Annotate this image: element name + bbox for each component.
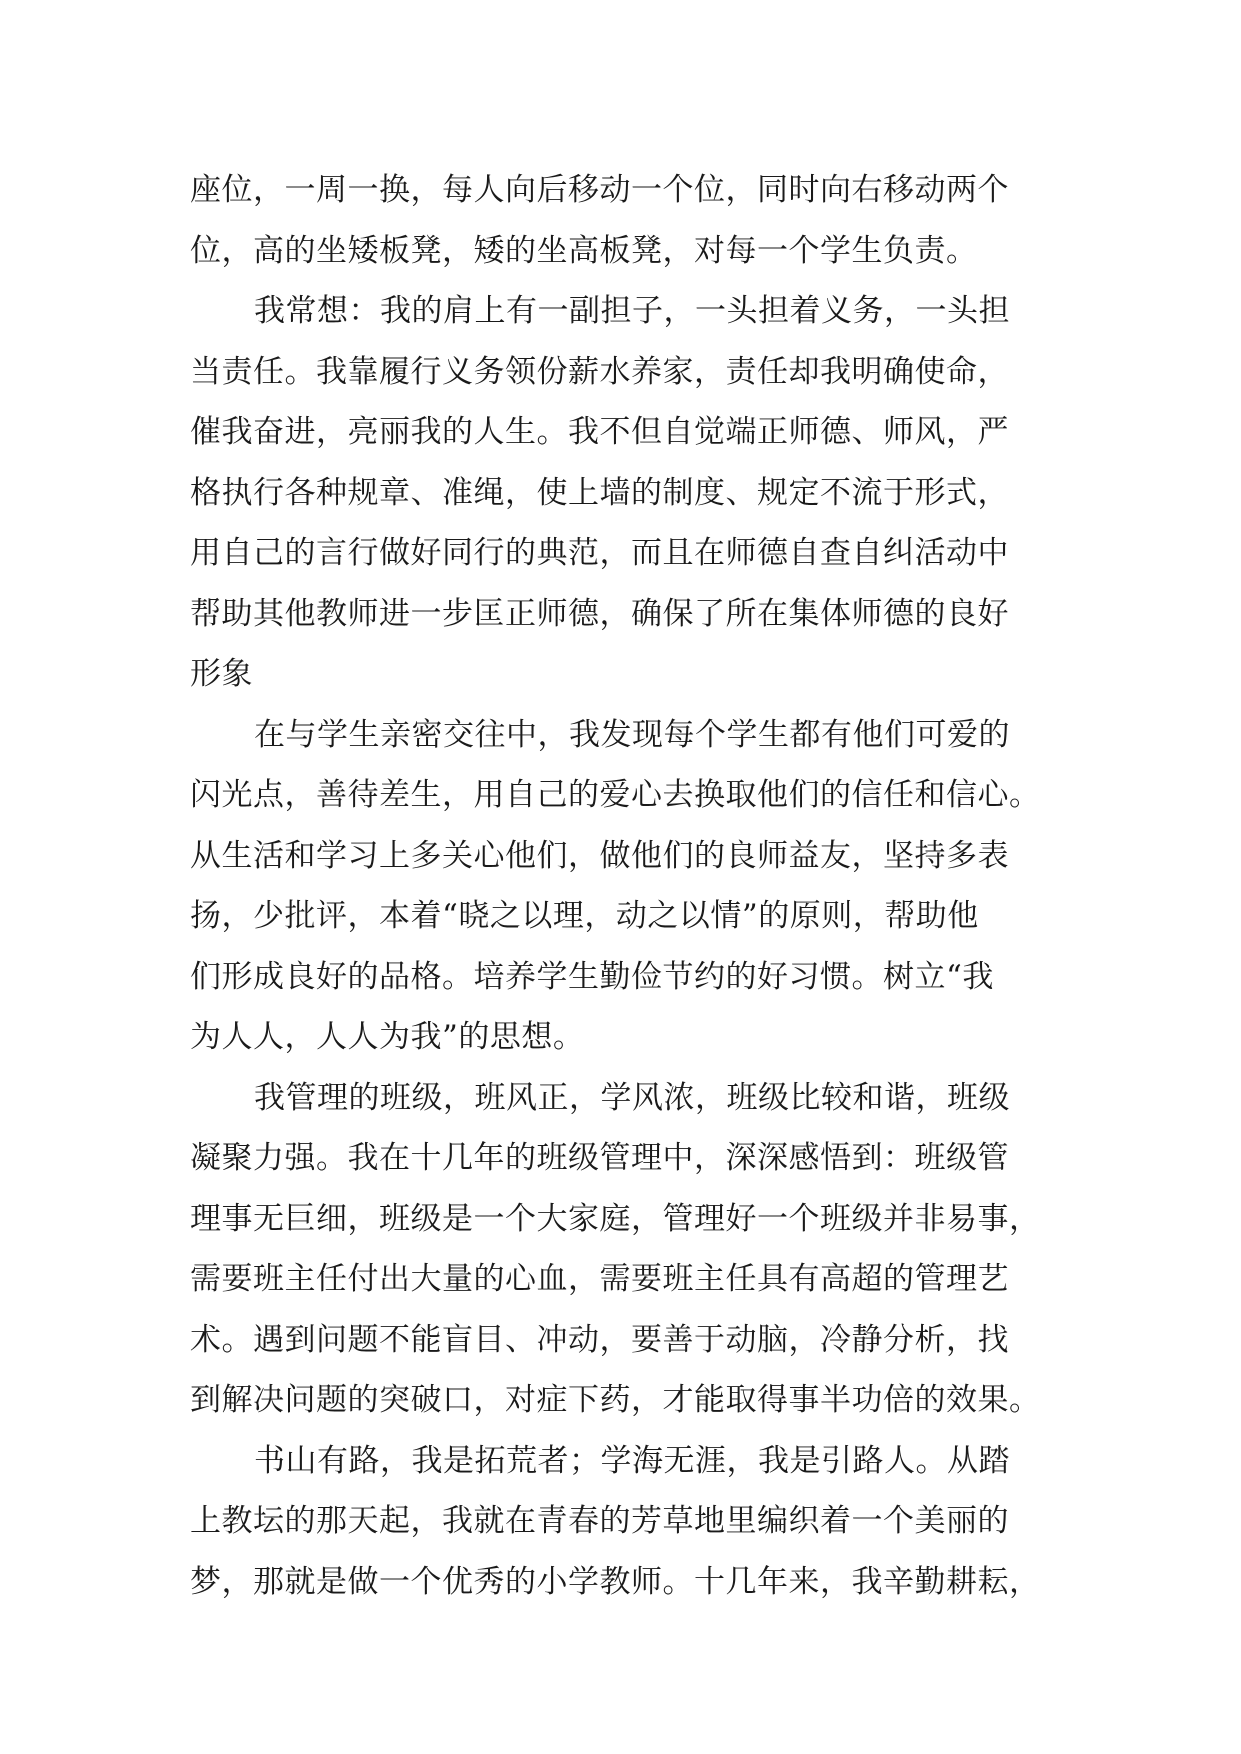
- text-line: 到解决问题的突破口，对症下药，才能取得事半功倍的效果。: [190, 1382, 1041, 1418]
- text-line: 我常想：我的肩上有一副担子，一头担着义务，一头担: [254, 293, 1010, 329]
- document-page: [190, 160, 1056, 1612]
- paragraph-seating: [190, 160, 1056, 281]
- text-line: 座位，一周一换，每人向后移动一个位，同时向右移动两个: [190, 172, 1009, 208]
- text-line: 上教坛的那天起，我就在青春的芳草地里编织着一个美丽的: [190, 1503, 1009, 1539]
- text-line: 当责任。我靠履行义务领份薪水养家，责任却我明确使命，: [190, 353, 1009, 390]
- text-line: 理事无巨细，班级是一个大家庭，管理好一个班级并非易事，: [190, 1200, 1041, 1237]
- paragraph-teaching-path: [190, 1431, 1056, 1613]
- text-line: 梦，那就是做一个优秀的小学教师。十几年来，我辛勤耕耘，: [190, 1563, 1041, 1600]
- text-line: 闪光点，善待差生，用自己的爱心去换取他们的信任和信心。: [190, 777, 1041, 813]
- text-line: 们形成良好的品格。培养学生勤俭节约的好习惯。树立“我: [190, 958, 994, 995]
- text-line: 在与学生亲密交往中，我发现每个学生都有他们可爱的: [254, 716, 1010, 753]
- text-line: 书山有路，我是拓荒者；学海无涯，我是引路人。从踏: [254, 1442, 1010, 1479]
- text-line: 我管理的班级，班风正，学风浓，班级比较和谐，班级: [254, 1079, 1010, 1116]
- text-line: 帮助其他教师进一步匡正师德，确保了所在集体师德的良好: [190, 595, 1009, 632]
- text-line: 扬，少批评，本着“晓之以理，动之以情”的原则，帮助他: [190, 898, 979, 934]
- text-line: 用自己的言行做好同行的典范，而且在师德自查自纠活动中: [190, 535, 1009, 571]
- text-line: 催我奋进，亮丽我的人生。我不但自觉端正师德、师风，严: [190, 414, 1009, 450]
- paragraph-students: [190, 705, 1056, 1068]
- text-line: 从生活和学习上多关心他们，做他们的良师益友，坚持多表: [190, 837, 1009, 874]
- paragraph-class-management: [190, 1068, 1056, 1431]
- text-line: 为人人，人人为我”的思想。: [190, 1019, 585, 1055]
- text-line: 凝聚力强。我在十几年的班级管理中，深深感悟到：班级管: [190, 1140, 1009, 1176]
- paragraph-responsibility: [190, 281, 1056, 705]
- text-line: 术。遇到问题不能盲目、冲动，要善于动脑，冷静分析，找: [190, 1321, 1009, 1358]
- text-line: 格执行各种规章、准绳，使上墙的制度、规定不流于形式，: [190, 474, 1009, 511]
- text-line: 需要班主任付出大量的心血，需要班主任具有高超的管理艺: [190, 1261, 1009, 1297]
- text-line: 位，高的坐矮板凳，矮的坐高板凳，对每一个学生负责。: [190, 232, 978, 269]
- text-line: 形象: [190, 656, 253, 692]
